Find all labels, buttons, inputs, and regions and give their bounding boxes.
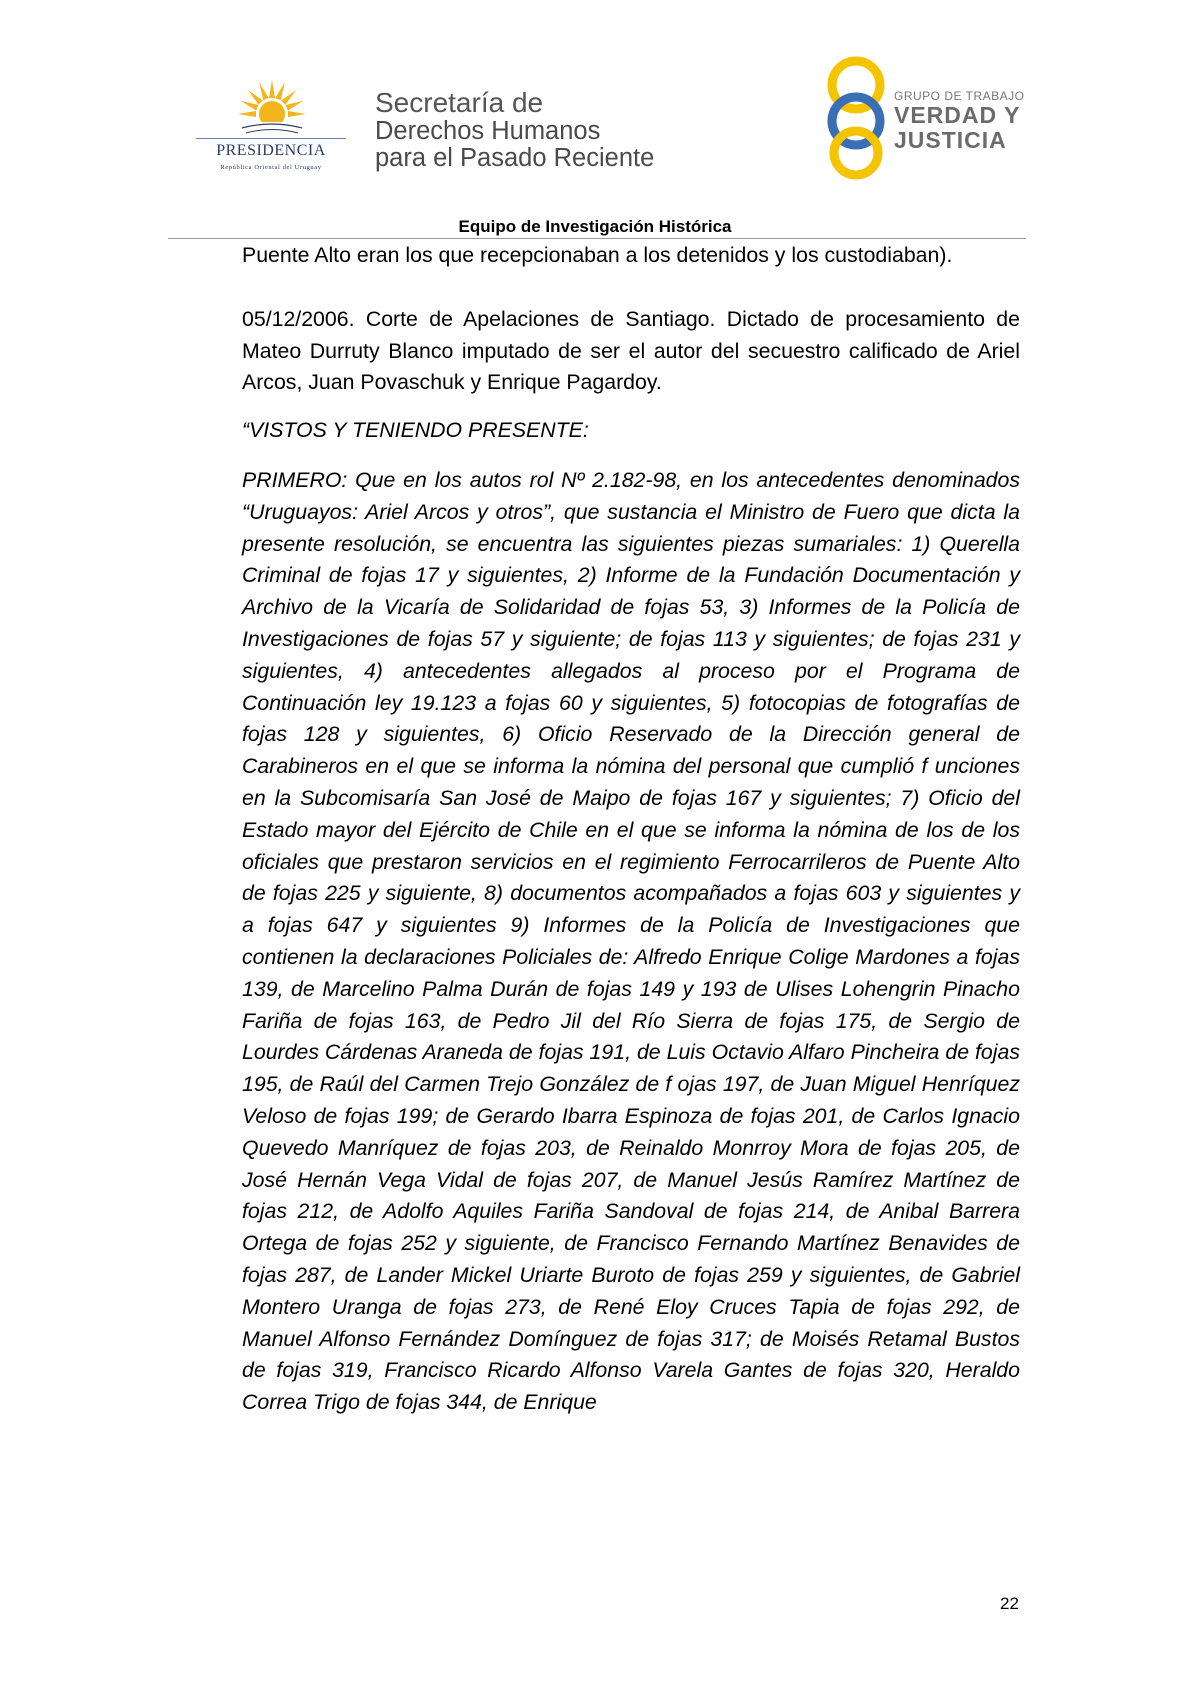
- sun-emblem-icon: [236, 78, 308, 140]
- paragraph-1: Puente Alto eran los que recepcionaban a los detenidos y los custodiaban).: [242, 243, 953, 267]
- verdad-justicia-text: [894, 89, 1024, 153]
- paragraph-3: “VISTOS Y TENIENDO PRESENTE:: [242, 418, 589, 443]
- presidencia-logo: [196, 78, 346, 183]
- secretaria-line-3: para el Pasado Reciente: [375, 144, 655, 172]
- grupo-trabajo-label: GRUPO DE TRABAJO: [894, 89, 1025, 103]
- presidencia-subtitle: República Oriental del Uruguay: [220, 164, 322, 171]
- paragraph-4: PRIMERO: Que en los autos rol Nº 2.182-98, en los antecedentes denominados “Uruguayos: Ariel Arcos y otros”, que sustancia el Ministro de Fuero que dicta la presente resolución, se encuentra las siguientes piezas sumariales: 1) Querella Criminal de fojas 17 y siguientes, 2) Informe de la Fundación Documentación y Archivo de la Vicaría de Solidaridad de fojas 53, 3) Informes de la Policía de Investigaciones de fojas 57 y siguiente; de fojas 113 y siguientes; de fojas 231 y siguientes, 4) antecedentes allegados al proceso por el Programa de Continuación ley 19.123 a fojas 60 y siguientes, 5) fotocopias de fotografías de fojas 128 y siguientes, 6) Oficio Reservado de la Dirección general de Carabineros en el que se informa la nómina del personal que cumplió f unciones en la Subcomisaría San José de Maipo de fojas 167 y siguientes; 7) Oficio del Estado mayor del Ejército de Chile en el que se informa la nómina de los de los oficiales que prestaron servicios en el regimiento Ferrocarrileros de Puente Alto de fojas 225 y siguiente, 8) documentos acompañados a fojas 603 y siguientes y a fojas 647 y siguientes 9) Informes de la Policía de Investigaciones que contienen la declaraciones Policiales de: Alfredo Enrique Colige Mardones a fojas 139, de Marcelino Palma Durán de fojas 149 y 193 de Ulises Lohengrin Pinacho Fariña de fojas 163, de Pedro Jil del Río Sierra de fojas 175, de Sergio de Lourdes Cárdenas Araneda de fojas 191, de Luis Octavio Alfaro Pincheira de fojas 195, de Raúl del Carmen Trejo González de f ojas 197, de Juan Miguel Henríquez Veloso de fojas 199; de Gerardo Ibarra Espinoza de fojas 201, de Carlos Ignacio Quevedo Manríquez de fojas 203, de Reinaldo Monrroy Mora de fojas 205, de José Hernán Vega Vidal de fojas 207, de Manuel Jesús Ramírez Martínez de fojas 212, de Adolfo Aquiles Fariña Sandoval de fojas 214, de Anibal Barrera Ortega de fojas 252 y siguiente, de Francisco Fernando Martínez Benavides de fojas 287, de Lander Mickel Uriarte Buroto de fojas 259 y siguientes, de Gabriel Montero Uranga de fojas 273, de René Eloy Cruces Tapia de fojas 292, de Manuel Alfonso Fernández Domínguez de fojas 317; de Moisés Retamal Bustos de fojas 319, Francisco Ricardo Alfonso Varela Gantes de fojas 320, Heraldo Correa Trigo de fojas 344, de Enrique: [242, 467, 1020, 1415]
- presidencia-name: PRESIDENCIA: [216, 142, 326, 159]
- team-title: Equipo de Investigación Histórica: [458, 217, 732, 236]
- secretaria-line-2: Derechos Humanos: [375, 117, 601, 145]
- paragraph-2: 05/12/2006. Corte de Apelaciones de Santiago. Dictado de procesamiento de Mateo Durruty Blanco imputado de ser el autor del secuestro calificado de Ariel Arcos, Juan Povaschuk y Enrique Pagardoy.: [242, 306, 1020, 395]
- justicia-label: JUSTICIA: [894, 127, 1007, 153]
- document-header: [0, 0, 1190, 240]
- secretaria-line-1: Secretaría de: [375, 87, 544, 118]
- verdad-label: VERDAD Y: [894, 102, 1021, 128]
- page-number: 22: [1000, 1594, 1019, 1613]
- presidencia-divider: [196, 138, 346, 139]
- secretaria-title: [375, 88, 654, 172]
- document-body: [242, 240, 1020, 1419]
- header-divider: [168, 238, 1026, 239]
